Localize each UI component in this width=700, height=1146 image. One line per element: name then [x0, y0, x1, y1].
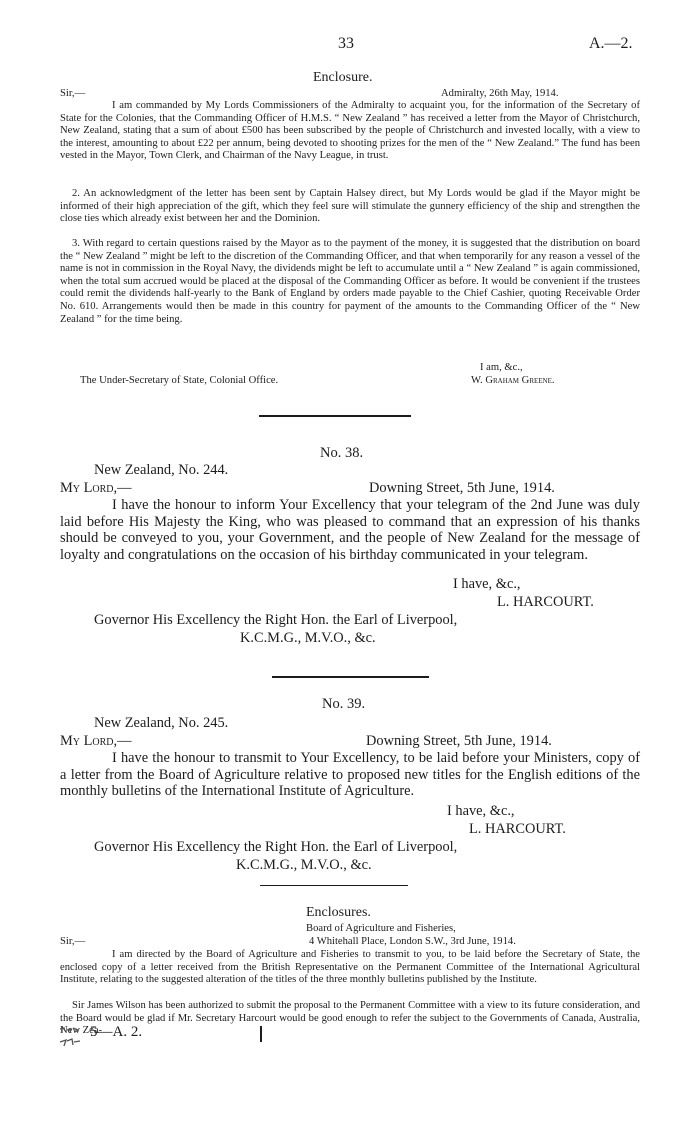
- page-number: 33: [338, 35, 354, 52]
- addressee-honours: K.C.M.G., M.V.O., &c.: [240, 630, 376, 646]
- printer-mark-icon: [58, 1024, 84, 1052]
- document-number: No. 39.: [322, 696, 366, 712]
- signature: L. HARCOURT.: [469, 821, 566, 837]
- salutation: Sir,—: [60, 88, 86, 99]
- paper-reference: A.—2.: [589, 35, 633, 52]
- sender: Board of Agriculture and Fisheries,: [306, 923, 456, 934]
- letter-body: I have the honour to transmit to Your Excellency, to be laid before your Ministers, copy of a letter from the Board of Agriculture relative to proposed new titles for the English editions of the monthly bulletins of the International Institute of Agriculture.: [60, 750, 640, 800]
- paragraph: I am commanded by My Lords Commissioners of the Admiralty to acquaint you, for the information of the Secretary of State for the Colonies, that the Commanding Officer of H.M.S. “ New Zealand ” has received a letter from the Mayor of Christchurch, New Zealand, stating that a sum of about £500 has been subscribed by the people of Christchurch and invested locally, with a view to the interest, amounting to about £22 per annum, being devoted to shooting prizes for the men of the “ New Zealand.” The fund has been vested in the Mayor, Town Clerk, and Chairman of the Navy League, in trust.: [60, 100, 640, 162]
- place-date: Downing Street, 5th June, 1914.: [369, 480, 555, 496]
- letter-body: I have the honour to inform Your Excellency that your telegram of the 2nd June was duly laid before His Majesty the King, who was pleased to command that an expression of his thanks should be conveyed to you, your Government, and the people of New Zealand for the message of loyalty and congratulations on the occasion of his birthday communicated in your telegram.: [60, 497, 640, 563]
- closing: I have, &c.,: [447, 803, 515, 819]
- document-number: No. 38.: [320, 445, 364, 461]
- closing: I have, &c.,: [453, 576, 521, 592]
- place-date: Admiralty, 26th May, 1914.: [441, 88, 559, 99]
- salutation: My Lord,—: [60, 733, 132, 749]
- salutation: My Lord,—: [60, 480, 132, 496]
- printer-mark: [58, 1024, 84, 1052]
- signature-mark: 5—A. 2.: [90, 1024, 143, 1040]
- paragraph: I am directed by the Board of Agriculture and Fisheries to transmit to you, to be laid before the Secretary of State, the enclosed copy of a letter received from the British Representative on the Permanent Committee of the International Agricultural Institute, relating to the suggested alteration of the titles of the three monthly bulletins published by the Institute.: [60, 949, 640, 986]
- section-divider: [272, 676, 429, 678]
- reference-line: New Zealand, No. 245.: [94, 715, 229, 731]
- signature: W. Graham Greene.: [471, 375, 555, 386]
- enclosure-heading: Enclosure.: [313, 70, 373, 85]
- closing: I am, &c.,: [480, 362, 523, 373]
- addressee: The Under-Secretary of State, Colonial Office.: [80, 375, 279, 386]
- paragraph: Sir James Wilson has been authorized to submit the proposal to the Permanent Committee with a view to its future consideration, and the Board would be glad if Mr. Secretary Harcourt would be good enough to refer the subject to the Governments of Canada, Australia, New Zea-: [60, 1000, 640, 1037]
- reference-line: New Zealand, No. 244.: [94, 462, 229, 478]
- address-date: 4 Whitehall Place, London S.W., 3rd June, 1914.: [309, 936, 516, 947]
- addressee: Governor His Excellency the Right Hon. the Earl of Liverpool,: [94, 839, 458, 855]
- addressee-honours: K.C.M.G., M.V.O., &c.: [236, 857, 372, 873]
- place-date: Downing Street, 5th June, 1914.: [366, 733, 552, 749]
- section-divider: [260, 885, 408, 886]
- signature: L. HARCOURT.: [497, 594, 594, 610]
- page-mark: [260, 1026, 262, 1042]
- enclosures-heading: Enclosures.: [306, 905, 371, 920]
- section-divider: [259, 415, 411, 417]
- salutation: Sir,—: [60, 936, 86, 947]
- paragraph: 3. With regard to certain questions raised by the Mayor as to the payment of the money, it is suggested that the distribution on board the “ New Zealand ” might be left to the discretion of the Commanding Officer, and that when temporarily for any reason a vessel of the name is not in commission in the Royal Navy, the dividends might be left to accumulate until a “ New Zealand ” is again commissioned, when the total sum accrued would be placed at the disposal of the Commanding Officer as before. It would be convenient if the trustees could remit the dividends half-yearly to the Bank of England by orders made payable to the Chief Cashier, quoting Receivable Order No. 610. Arrangements would then be made in this country for payment of the amounts to the Commanding Officer of the “ New Zealand ” for the time being.: [60, 238, 640, 325]
- addressee: Governor His Excellency the Right Hon. the Earl of Liverpool,: [94, 612, 458, 628]
- paragraph: 2. An acknowledgment of the letter has been sent by Captain Halsey direct, but My Lords would be glad if the Mayor might be informed of their high appreciation of the gift, which they feel sure will stimulate the gunnery efficiency of the ship and strengthen the close ties which already exist between her and the Dominion.: [60, 188, 640, 225]
